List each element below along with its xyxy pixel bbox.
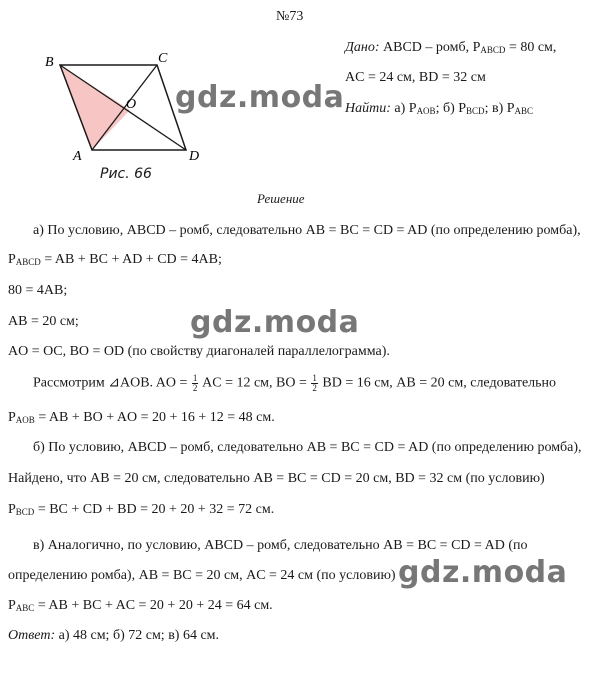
solution-line-2 (8, 252, 222, 268)
solution-line-3: 80 = 4AB; (8, 283, 68, 298)
point-a-label: A (73, 149, 82, 164)
perimeter-sub: ABCD (15, 257, 41, 267)
solution-line-13 (8, 598, 273, 614)
given-line-2: AC = 24 см, BD = 32 см (345, 70, 486, 85)
find-a-sub: AOB (416, 106, 436, 116)
fraction-numerator: 1 (312, 373, 317, 383)
watermark-logo: gdz.moda (398, 555, 568, 590)
solution-line-10 (8, 502, 274, 518)
text-part: AC = 12 см, BO = (199, 375, 311, 391)
solution-line-1: а) По условию, ABCD – ромб, следовательно AB = BC = CD = AD (по определению ромба), (33, 223, 581, 238)
fraction-half (192, 374, 199, 393)
problem-number: №73 (276, 9, 304, 24)
find-line (345, 101, 533, 117)
given-label: Дано: (345, 40, 380, 55)
point-o-label: O (126, 97, 137, 112)
given-text-1: ABCD – ромб, P (383, 40, 481, 55)
solution-line-11: в) Аналогично, по условию, ABCD – ромб, следовательно AB = BC = CD = AD (по (33, 538, 528, 553)
watermark-logo: gdz.moda (175, 80, 345, 115)
solution-title: Решение (257, 191, 305, 206)
given-sub-1: ABCD (480, 45, 506, 55)
text-part: Рассмотрим ⊿AOB. AO = (33, 375, 191, 391)
find-b: ; б) P (435, 101, 467, 116)
find-b-sub: BCD (466, 106, 485, 116)
solution-line-8: б) По условию, ABCD – ромб, следовательно AB = BC = CD = AD (по определению ромба), (33, 440, 582, 455)
equation-text: = AB + BC + AC = 20 + 20 + 24 = 64 см. (34, 598, 273, 613)
find-c: ; в) P (484, 101, 515, 116)
find-a: а) P (390, 101, 417, 116)
equation-text: = AB + BO + AO = 20 + 16 + 12 = 48 см. (34, 410, 275, 425)
answer-label: Ответ: (8, 628, 56, 643)
equation-text: = BC + CD + BD = 20 + 20 + 32 = 72 см. (34, 502, 275, 517)
point-b-label: B (45, 55, 54, 70)
perimeter-symbol: P (8, 410, 16, 425)
solution-line-12: определению ромба), AB = BC = 20 см, AC = 24 см (по условию) (8, 568, 396, 583)
equation-text: = AB + BC + AD + CD = 4AB; (40, 252, 222, 267)
fraction-numerator: 1 (192, 373, 198, 383)
fraction-denominator: 2 (312, 383, 317, 393)
watermark-logo: gdz.moda (190, 305, 360, 340)
triangle-aob-fill (60, 65, 130, 150)
solution-line-5: AO = OC, BO = OD (по свойству диагоналей параллелограмма). (8, 344, 390, 359)
rhombus-figure (30, 48, 230, 238)
figure-caption: Рис. 66 (100, 166, 152, 182)
solution-line-4: AB = 20 см; (8, 314, 79, 329)
given-line-1 (345, 40, 556, 56)
solution-line-7 (8, 410, 275, 426)
text-part: BD = 16 см, AB = 20 см, следовательно (318, 375, 557, 391)
perimeter-symbol: P (8, 502, 16, 517)
solution-line-9: Найдено, что AB = 20 см, следовательно AB = BC = CD = 20 см, BD = 32 см (по условию) (8, 471, 545, 486)
point-d-label: D (189, 149, 200, 164)
answer-text: а) 48 см; б) 72 см; в) 64 см. (55, 628, 220, 643)
fraction-half (311, 374, 318, 393)
solution-line-6 (33, 374, 556, 393)
perimeter-sub: ABC (15, 603, 35, 613)
find-label: Найти: (345, 101, 391, 116)
perimeter-symbol: P (8, 598, 16, 613)
fraction-denominator: 2 (192, 383, 198, 393)
find-c-sub: ABC (514, 106, 534, 116)
perimeter-symbol: P (8, 252, 16, 267)
perimeter-sub: AOB (15, 415, 35, 425)
perimeter-sub: BCD (15, 507, 35, 517)
point-c-label: C (158, 51, 168, 66)
answer-line (8, 628, 219, 644)
given-text-1-rest: = 80 см, (505, 40, 557, 55)
